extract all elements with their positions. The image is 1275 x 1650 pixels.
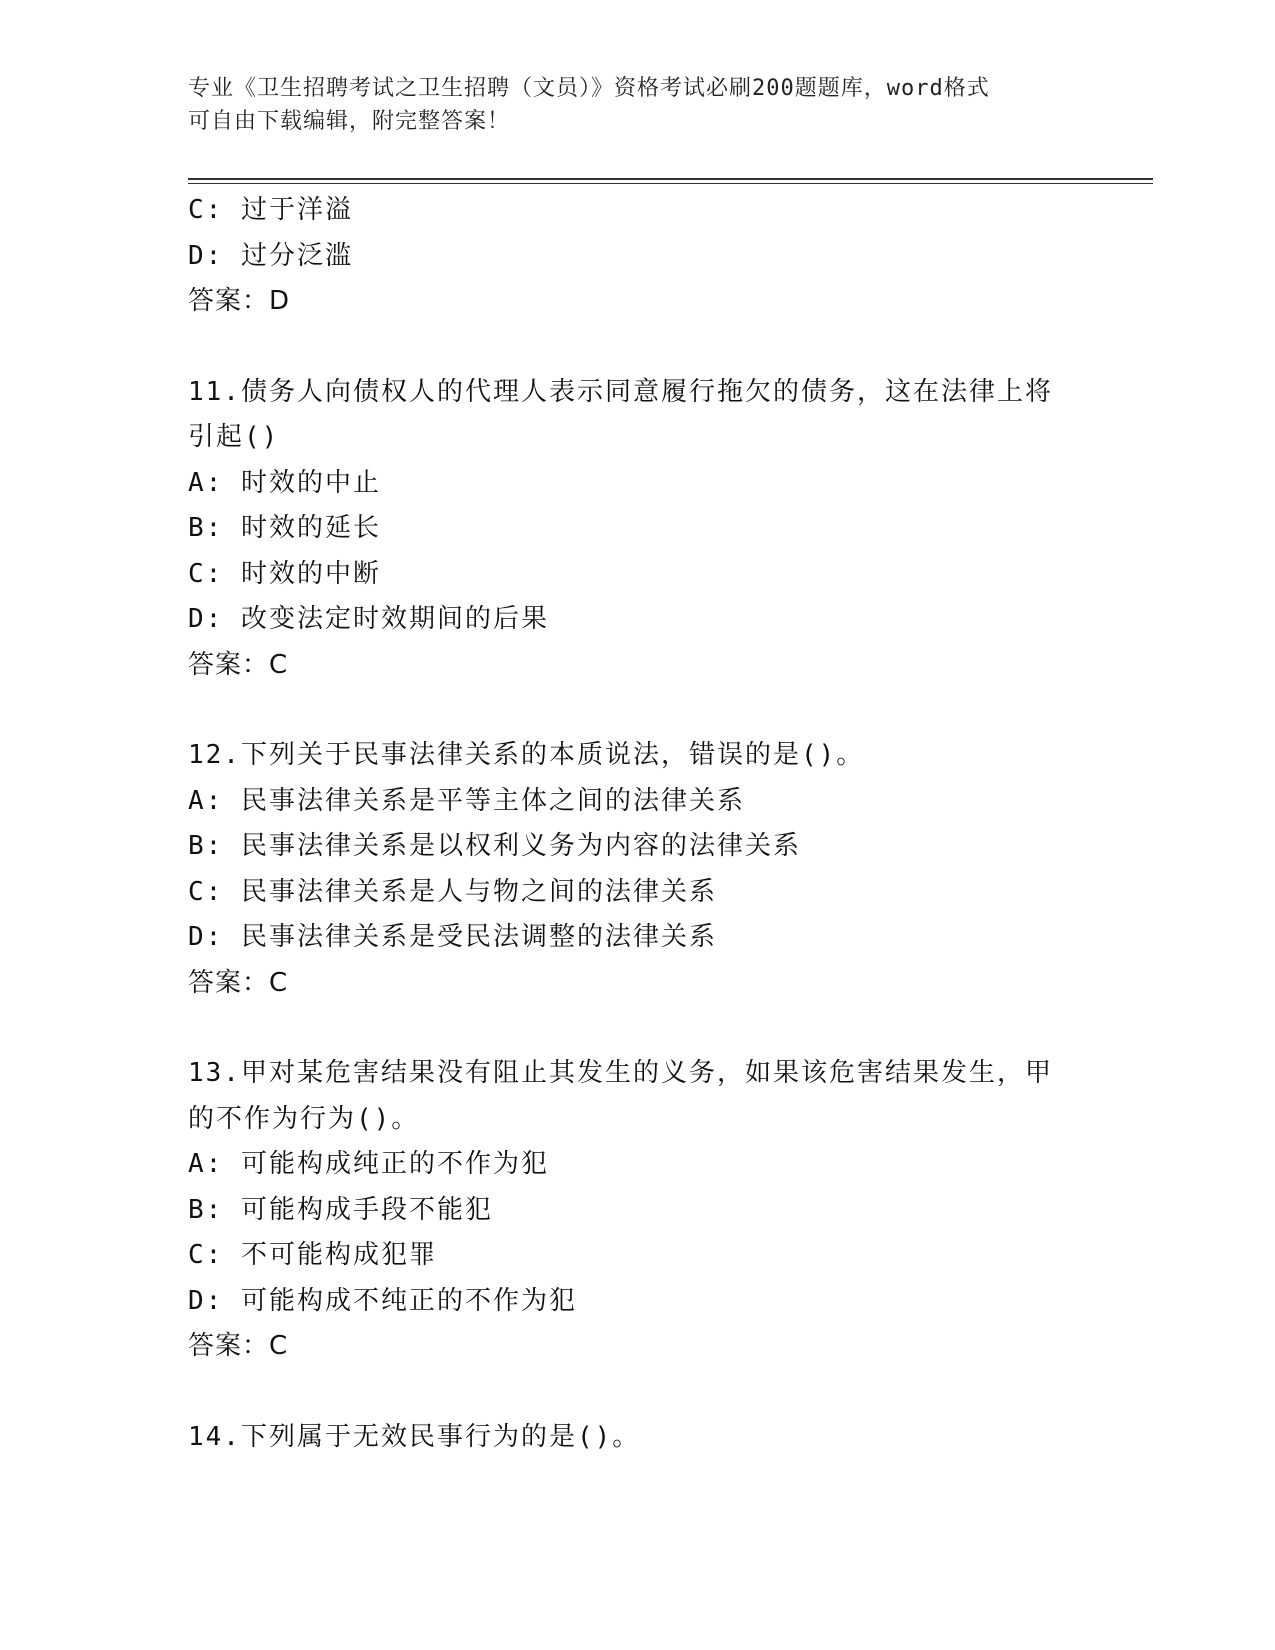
question-stem-line-1: 11.债务人向债权人的代理人表示同意履行拖欠的债务，这在法律上将 bbox=[188, 376, 1053, 407]
option-c: C: 时效的中断 bbox=[188, 558, 381, 589]
question-stem-line-2: 引起() bbox=[188, 422, 280, 452]
question-13 bbox=[188, 1051, 1088, 1370]
option-b: B: 民事法律关系是以权利义务为内容的法律关系 bbox=[188, 831, 801, 861]
option-c: C: 民事法律关系是人与物之间的法律关系 bbox=[188, 876, 717, 907]
header-title-line-1: 专业《卫生招聘考试之卫生招聘（文员）》资格考试必刷200题题库，word格式 bbox=[188, 76, 990, 101]
question-11 bbox=[188, 370, 1088, 689]
option-b: B: 时效的延长 bbox=[188, 513, 381, 543]
header-divider-thin bbox=[188, 183, 1153, 184]
question-stem-line-1: 12.下列关于民事法律关系的本质说法，错误的是()。 bbox=[188, 740, 865, 770]
answer-text: 答案：C bbox=[188, 1331, 289, 1361]
option-d: D: 过分泛滥 bbox=[188, 240, 353, 271]
header-title-line-2: 可自由下载编辑，附完整答案！ bbox=[188, 109, 511, 134]
question-stem-line-2: 的不作为行为()。 bbox=[188, 1103, 420, 1134]
option-c: C: 过于洋溢 bbox=[188, 195, 353, 225]
answer-text: 答案：C bbox=[188, 967, 289, 998]
option-c: C: 不可能构成犯罪 bbox=[188, 1240, 437, 1270]
question-stem-line-1: 13.甲对某危害结果没有阻止其发生的义务，如果该危害结果发生，甲 bbox=[188, 1058, 1053, 1088]
question-12 bbox=[188, 733, 1088, 1006]
option-b: B: 可能构成手段不能犯 bbox=[188, 1194, 493, 1225]
answer-text: 答案：D bbox=[188, 286, 291, 316]
question-10-tail bbox=[188, 188, 1088, 325]
header-divider-thick bbox=[188, 178, 1153, 180]
answer-text: 答案：C bbox=[188, 649, 289, 680]
option-a: A: 时效的中止 bbox=[188, 467, 381, 498]
option-d: D: 改变法定时效期间的后果 bbox=[188, 604, 549, 634]
question-stem-line-1: 14.下列属于无效民事行为的是()。 bbox=[188, 1421, 641, 1452]
option-d: D: 民事法律关系是受民法调整的法律关系 bbox=[188, 922, 717, 952]
option-a: A: 民事法律关系是平等主体之间的法律关系 bbox=[188, 785, 745, 816]
question-list bbox=[188, 188, 1088, 1460]
document-header bbox=[188, 72, 1068, 138]
option-a: A: 可能构成纯正的不作为犯 bbox=[188, 1149, 549, 1179]
question-14 bbox=[188, 1415, 1088, 1461]
option-d: D: 可能构成不纯正的不作为犯 bbox=[188, 1285, 577, 1316]
